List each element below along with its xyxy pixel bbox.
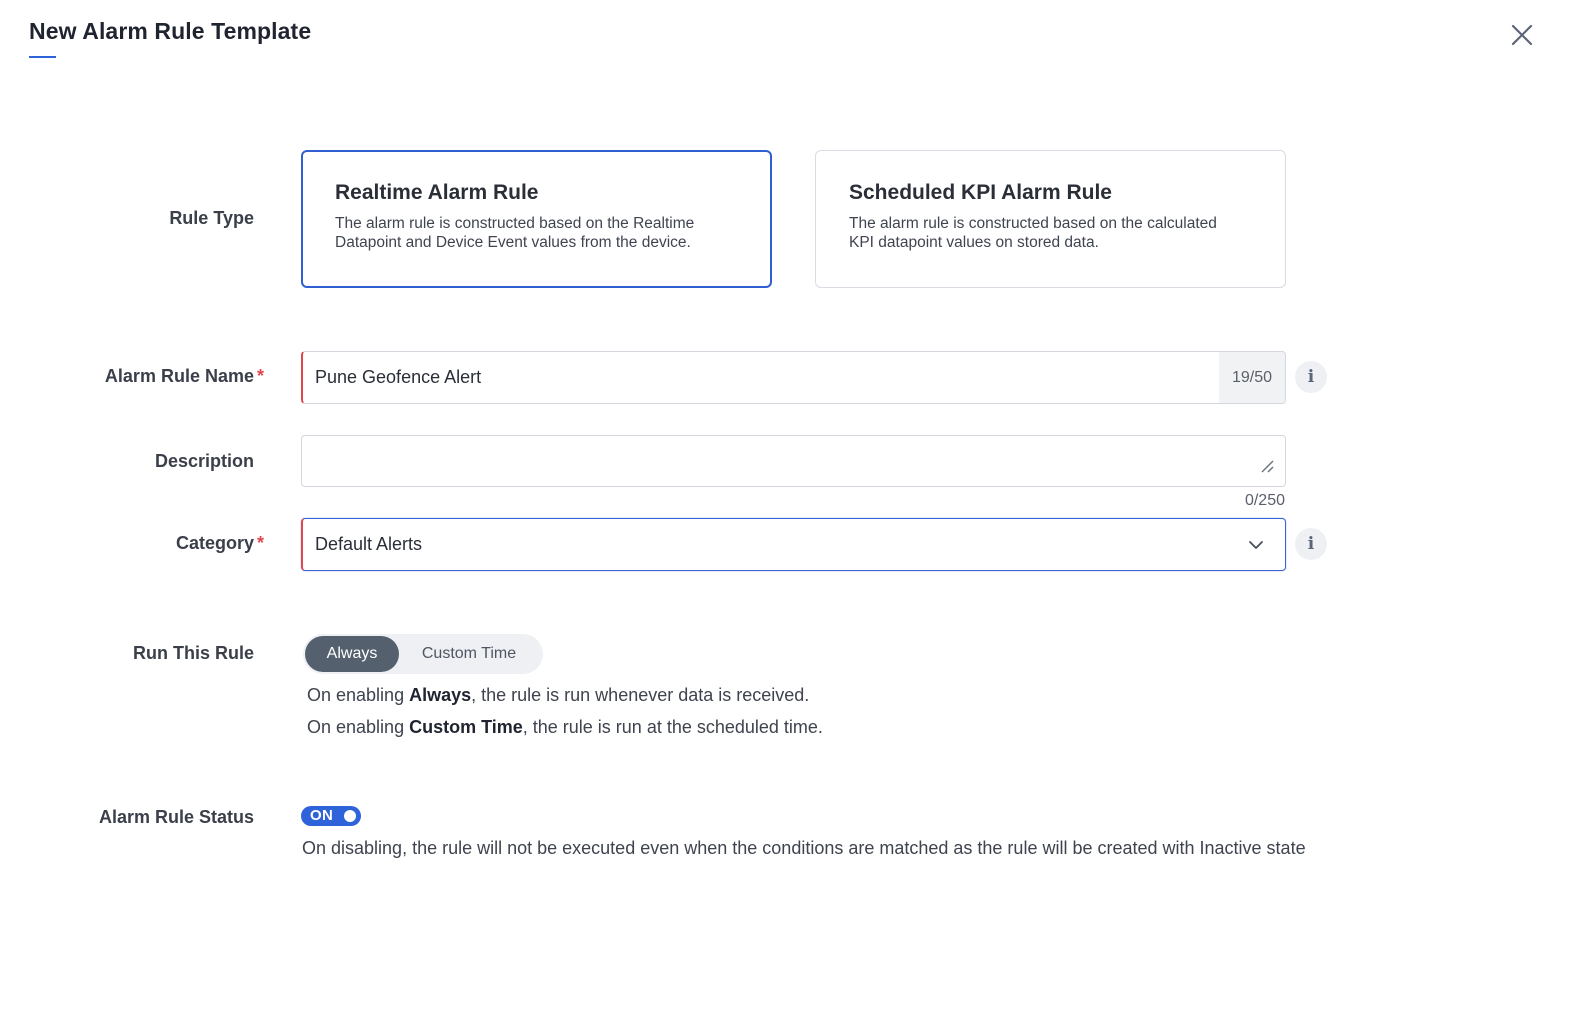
alarm-rule-status-help: On disabling, the rule will not be executed even when the conditions are matched as the rule will be created with Inactive state [302, 838, 1306, 858]
close-button[interactable] [1508, 21, 1536, 49]
alarm-rule-name-label-text: Alarm Rule Name [104, 366, 254, 386]
chevron-down-icon [1247, 536, 1265, 554]
description-input[interactable] [302, 436, 1285, 486]
description-char-counter: 0/250 [1244, 492, 1285, 509]
alarm-rule-status-label: Alarm Rule Status [98, 807, 254, 827]
resize-handle-icon[interactable] [1259, 458, 1275, 474]
help1-bold: Always [409, 685, 472, 705]
help2-prefix: On enabling [307, 717, 410, 737]
alarm-rule-status-toggle[interactable] [301, 806, 361, 826]
description-label: Description [154, 451, 254, 471]
page-title: New Alarm Rule Template [29, 18, 312, 44]
realtime-card-description [335, 214, 739, 252]
run-rule-label: Run This Rule [133, 643, 254, 663]
required-mark: * [256, 533, 264, 553]
realtime-desc-line2: Datapoint and Device Event values from the device. [335, 234, 691, 251]
run-always-option[interactable]: Always [305, 636, 399, 672]
category-selected-value: Default Alerts [315, 534, 423, 554]
alarm-rule-name-label [10, 366, 264, 387]
scheduled-card-description [849, 214, 1253, 252]
category-select[interactable] [301, 518, 1286, 571]
toggle-on-text: ON [310, 807, 334, 824]
help2-bold: Custom Time [409, 717, 523, 737]
info-icon: i [1307, 534, 1315, 554]
realtime-desc-line1: The alarm rule is constructed based on the Realtime [335, 215, 695, 232]
run-custom-time-option[interactable]: Custom Time [421, 645, 517, 662]
name-char-counter: 19/50 [1219, 352, 1285, 403]
run-custom-time-help [307, 717, 823, 738]
close-icon [1508, 21, 1536, 49]
rule-type-label: Rule Type [169, 208, 254, 228]
alarm-rule-name-field[interactable] [301, 351, 1286, 404]
rule-type-scheduled-kpi-card[interactable] [815, 150, 1286, 288]
alarm-rule-name-input[interactable] [303, 352, 1219, 403]
dialog-header [29, 18, 311, 58]
scheduled-card-title: Scheduled KPI Alarm Rule [849, 181, 1112, 204]
realtime-card-title: Realtime Alarm Rule [335, 181, 539, 204]
run-always-help [307, 685, 809, 706]
info-icon: i [1307, 367, 1315, 387]
title-underline [29, 56, 56, 58]
rule-type-realtime-card[interactable] [301, 150, 772, 288]
scheduled-desc-line1: The alarm rule is constructed based on the calculated [849, 215, 1217, 232]
name-info-button[interactable] [1295, 361, 1327, 393]
help2-suffix: , the rule is run at the scheduled time. [522, 717, 823, 737]
category-info-button[interactable] [1295, 528, 1327, 560]
scheduled-desc-line2: KPI datapoint values on stored data. [849, 234, 1099, 251]
category-label-text: Category [175, 533, 254, 553]
help1-suffix: , the rule is run whenever data is received. [471, 685, 810, 705]
help1-prefix: On enabling [307, 685, 410, 705]
description-field[interactable] [301, 435, 1286, 487]
run-rule-segmented-control [303, 634, 543, 674]
toggle-knob [344, 810, 356, 822]
required-mark: * [256, 366, 264, 386]
category-label [10, 533, 264, 554]
